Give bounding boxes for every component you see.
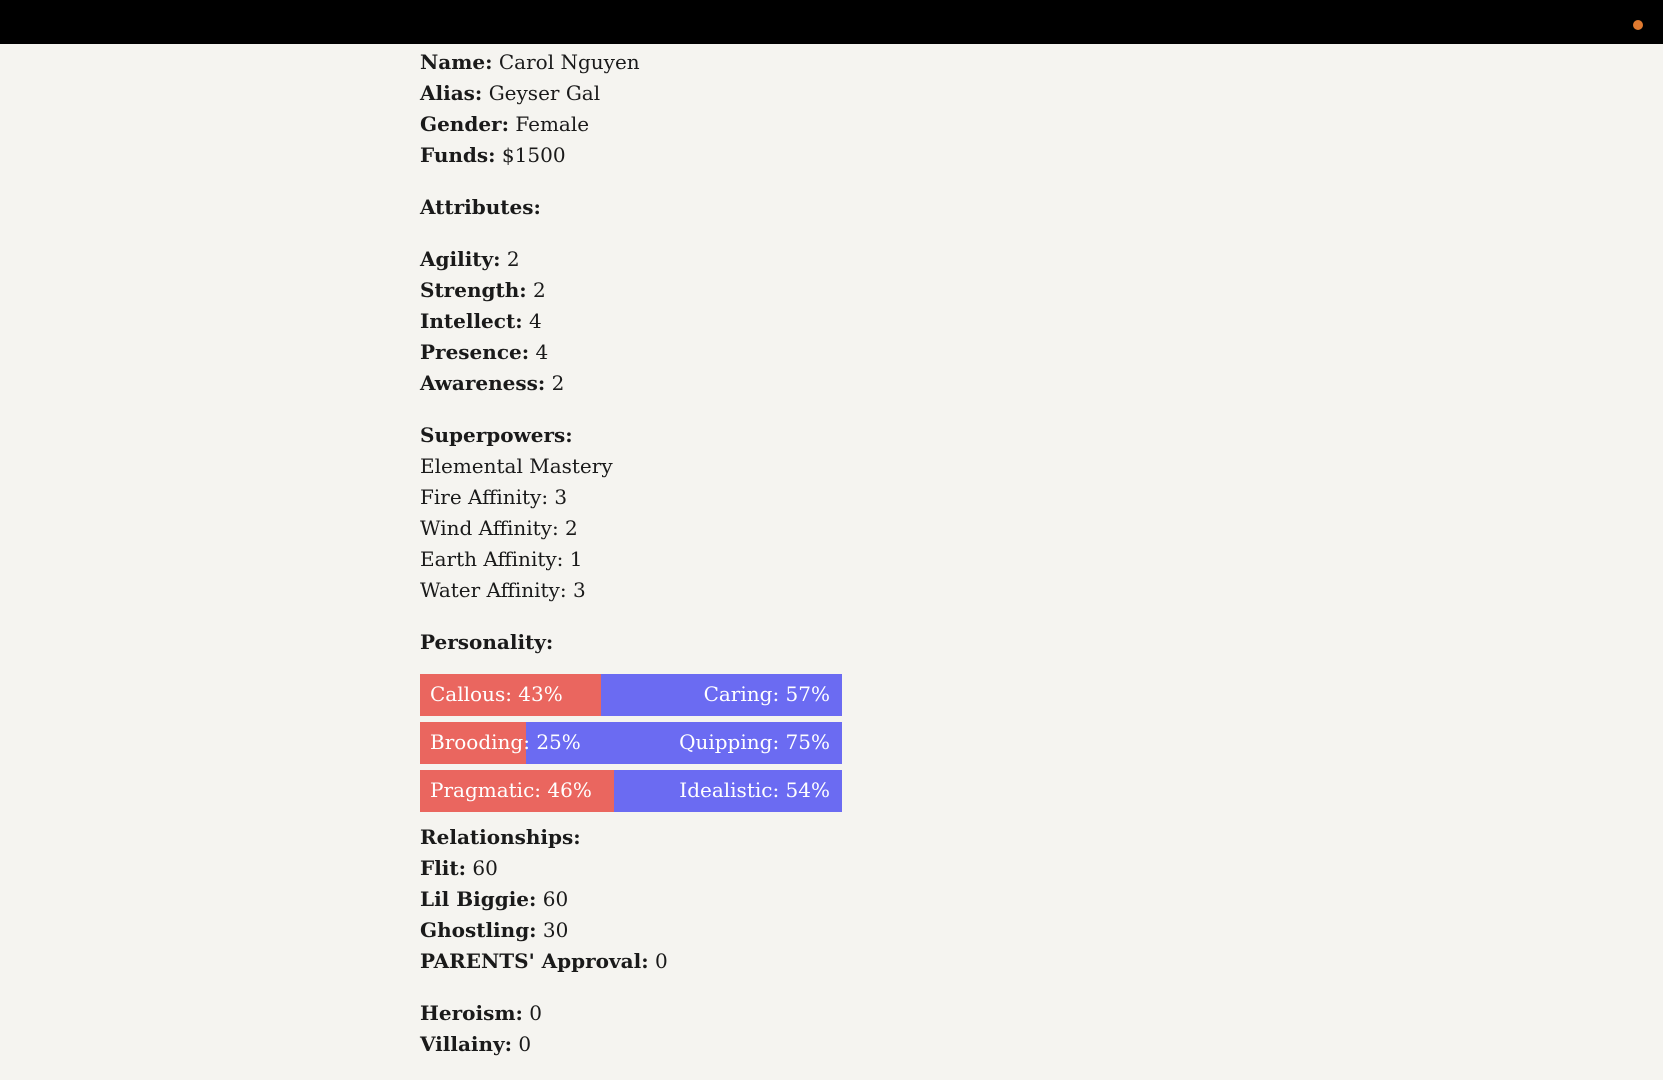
- funds-label: Funds:: [420, 143, 496, 167]
- personality-right-label: Caring: 57%: [703, 682, 830, 706]
- attribute-row: [420, 275, 1120, 306]
- funds-row: [420, 140, 1120, 171]
- attribute-row: [420, 244, 1120, 275]
- name-row: [420, 47, 1120, 78]
- superpower-item: Earth Affinity: 1: [420, 547, 583, 571]
- alias-row: [420, 78, 1120, 109]
- attribute-label: Awareness:: [420, 371, 546, 395]
- attribute-value: 2: [533, 278, 546, 302]
- personality-bar: [420, 722, 842, 764]
- personality-left-label: Pragmatic: 46%: [430, 778, 592, 802]
- personality-bar: [420, 770, 842, 812]
- relationship-value: 0: [654, 949, 668, 973]
- relationship-value: 30: [542, 918, 569, 942]
- relationship-label: Flit:: [420, 856, 467, 880]
- attribute-label: Presence:: [420, 340, 530, 364]
- alias-value: Geyser Gal: [488, 81, 601, 105]
- gender-value: Female: [515, 112, 590, 136]
- personality-left-label: Brooding: 25%: [430, 730, 581, 754]
- funds-value: $1500: [501, 143, 566, 167]
- attribute-row: [420, 306, 1120, 337]
- villainy-row: [420, 1029, 1120, 1060]
- relationship-row: [420, 915, 1120, 946]
- relationship-row: [420, 946, 1120, 977]
- attribute-label: Agility:: [420, 247, 501, 271]
- top-bar: [0, 0, 1663, 44]
- character-sheet: [420, 47, 1120, 1060]
- name-label: Name:: [420, 50, 493, 74]
- superpower-item: Wind Affinity: 2: [420, 516, 578, 540]
- relationship-label: Ghostling:: [420, 918, 537, 942]
- relationship-row: [420, 853, 1120, 884]
- attribute-value: 4: [535, 340, 549, 364]
- relationship-label: PARENTS' Approval:: [420, 949, 649, 973]
- personality-right-label: Idealistic: 54%: [679, 778, 830, 802]
- personality-bars: [420, 674, 1120, 812]
- gender-label: Gender:: [420, 112, 509, 136]
- personality-right-label: Quipping: 75%: [679, 730, 830, 754]
- relationship-value: 60: [542, 887, 569, 911]
- attributes-heading: Attributes:: [420, 195, 541, 219]
- villainy-value: 0: [518, 1032, 532, 1056]
- gender-row: [420, 109, 1120, 140]
- attribute-row: [420, 368, 1120, 399]
- heroism-row: [420, 998, 1120, 1029]
- relationship-label: Lil Biggie:: [420, 887, 537, 911]
- attribute-value: 4: [528, 309, 542, 333]
- attribute-label: Strength:: [420, 278, 527, 302]
- relationship-value: 60: [472, 856, 498, 880]
- relationships-heading: Relationships:: [420, 825, 581, 849]
- name-value: Carol Nguyen: [498, 50, 640, 74]
- heroism-value: 0: [529, 1001, 542, 1025]
- heroism-label: Heroism:: [420, 1001, 523, 1025]
- superpower-item: Water Affinity: 3: [420, 578, 586, 602]
- attribute-label: Intellect:: [420, 309, 523, 333]
- superpowers-heading: Superpowers:: [420, 423, 573, 447]
- attribute-value: 2: [551, 371, 565, 395]
- personality-bar: [420, 674, 842, 716]
- superpower-item: Fire Affinity: 3: [420, 485, 568, 509]
- villainy-label: Villainy:: [420, 1032, 513, 1056]
- personality-left-label: Callous: 43%: [430, 682, 563, 706]
- personality-heading: Personality:: [420, 630, 554, 654]
- superpower-item: Elemental Mastery: [420, 454, 613, 478]
- relationship-row: [420, 884, 1120, 915]
- attribute-row: [420, 337, 1120, 368]
- alias-label: Alias:: [420, 81, 483, 105]
- status-dot-icon: [1633, 20, 1643, 30]
- attribute-value: 2: [506, 247, 520, 271]
